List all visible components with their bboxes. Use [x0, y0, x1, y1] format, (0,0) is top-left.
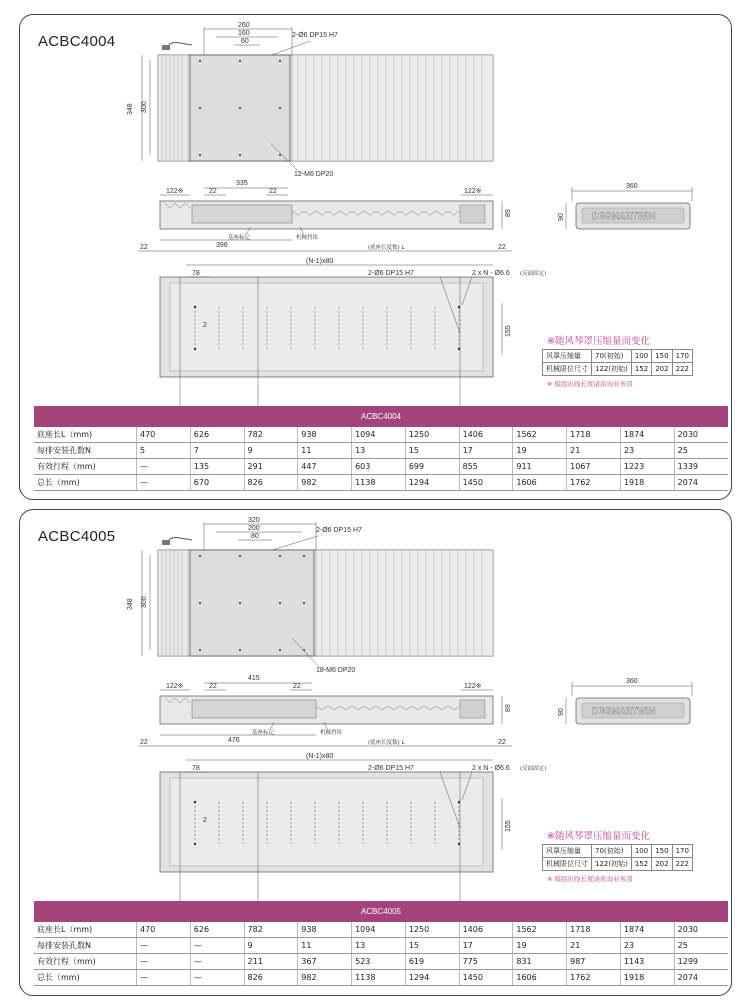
dim-end-width: 360	[626, 183, 638, 190]
table-cell: 1138	[352, 970, 406, 986]
table-cell: 1606	[513, 970, 567, 986]
brand-logo: DGSMARTWIN	[592, 211, 655, 221]
compression-cell: 70(初始)	[592, 845, 632, 858]
spec-table-title: ACBC4005	[34, 901, 728, 922]
side-view	[138, 188, 512, 251]
table-cell: 13	[352, 938, 406, 954]
top-view	[142, 522, 493, 668]
table-cell: 1250	[405, 922, 459, 938]
table-cell: —	[137, 475, 191, 491]
table-cell: 938	[298, 922, 352, 938]
dim-bottom-155: 155	[505, 820, 512, 832]
label-base-length: (底座长度数) L	[368, 245, 405, 251]
dim-side-22b: 22	[293, 683, 301, 690]
compression-cell: 风罩压缩量	[543, 350, 592, 363]
dim-edge-left: 22	[140, 739, 148, 746]
dim-carriage-width: 320	[248, 517, 260, 524]
table-cell: 5	[137, 443, 191, 459]
table-cell: 1094	[352, 922, 406, 938]
table-cell: —	[190, 970, 244, 986]
dim-side-span: 335	[236, 180, 248, 187]
dim-bottom-2: 2	[203, 322, 207, 329]
table-cell: 23	[620, 938, 674, 954]
dim-hole-span: 160	[238, 30, 250, 37]
table-cell: 1339	[674, 459, 728, 475]
brand-logo: DGSMARTWIN	[592, 706, 655, 716]
dim-height-348: 348	[127, 598, 134, 610]
cable-length-note: ※ 模组出线长度请质询业务部	[547, 875, 633, 883]
table-cell: 1450	[459, 475, 513, 491]
table-cell: 523	[352, 954, 406, 970]
model-card-acbc4005	[19, 509, 732, 996]
dim-hole-pitch: 80	[251, 533, 259, 540]
label-base-mark: 基座标记	[252, 730, 275, 736]
dim-bottom-holes-n: 2 x N - Ø6.6	[472, 270, 510, 277]
model-title: ACBC4005	[38, 528, 116, 545]
table-cell: 1762	[567, 475, 621, 491]
dim-dowel-hole: 2-Ø6 DP15 H7	[292, 32, 338, 39]
compression-cell: 70(初始)	[592, 350, 632, 363]
table-cell: —	[137, 938, 191, 954]
table-cell: —	[137, 459, 191, 475]
table-cell: 603	[352, 459, 406, 475]
table-cell: 7	[190, 443, 244, 459]
table-cell: 1143	[620, 954, 674, 970]
dim-bottom-dowel: 2-Ø6 DP15 H7	[368, 765, 414, 772]
table-cell: 987	[567, 954, 621, 970]
table-cell: 1250	[405, 427, 459, 443]
table-cell: —	[190, 954, 244, 970]
limit-cell: 152	[631, 363, 651, 376]
dim-edge-right: 22	[498, 244, 506, 251]
dim-end-height: 90	[558, 708, 565, 716]
table-cell: 1299	[674, 954, 728, 970]
spec-table-wrap	[34, 406, 728, 491]
limit-row	[543, 858, 693, 871]
table-cell: 1562	[513, 427, 567, 443]
limit-cell: 机械限位尺寸	[543, 858, 592, 871]
table-cell: 9	[244, 443, 298, 459]
dim-side-offset: 476	[228, 737, 240, 744]
table-cell: 470	[137, 922, 191, 938]
dim-hole-pitch-n: (N-1)x80	[306, 753, 334, 760]
table-cell: 1606	[513, 475, 567, 491]
note-reverse-fix: (反面固定)	[520, 271, 547, 277]
dim-hole-pitch: 60	[241, 38, 249, 45]
bellows-right	[292, 55, 493, 161]
limit-cell: 122(初始)	[592, 858, 632, 871]
limit-cell: 机械限位尺寸	[543, 363, 592, 376]
dim-side-right: 122※	[464, 188, 482, 195]
table-cell: 470	[137, 427, 191, 443]
end-view	[566, 682, 692, 724]
spec-table-title: ACBC4004	[34, 406, 728, 427]
compression-row	[543, 845, 693, 858]
dim-side-22a: 22	[209, 188, 217, 195]
table-row	[34, 443, 728, 459]
dim-side-offset: 396	[216, 242, 228, 249]
table-cell: 826	[244, 475, 298, 491]
table-cell: 21	[567, 938, 621, 954]
table-cell: 619	[405, 954, 459, 970]
table-cell: 1762	[567, 970, 621, 986]
dim-side-height: 89	[505, 209, 512, 217]
table-cell: 911	[513, 459, 567, 475]
table-cell: 782	[244, 922, 298, 938]
dim-bottom-78: 78	[192, 270, 200, 277]
table-cell: 1294	[405, 970, 459, 986]
table-row	[34, 427, 728, 443]
bellows-left	[158, 550, 188, 656]
table-cell: 2030	[674, 427, 728, 443]
table-row	[34, 475, 728, 491]
row-label: 总长（mm)	[34, 970, 137, 986]
dim-side-left: 122※	[166, 683, 184, 690]
table-cell: 831	[513, 954, 567, 970]
end-view	[566, 187, 692, 229]
dim-side-height: 89	[505, 704, 512, 712]
table-cell: 23	[620, 443, 674, 459]
table-cell: 135	[190, 459, 244, 475]
limit-cell: 122(初始)	[592, 363, 632, 376]
dim-bottom-2: 2	[203, 817, 207, 824]
limit-cell: 202	[652, 363, 672, 376]
dim-side-span: 415	[248, 675, 260, 682]
dim-bottom-holes-n: 2 x N - Ø6.6	[472, 765, 510, 772]
dim-thread-holes: 18-M6 DP20	[316, 667, 356, 674]
table-cell: 1406	[459, 427, 513, 443]
table-cell: 2074	[674, 970, 728, 986]
dim-thread-holes: 12-M6 DP20	[294, 171, 334, 178]
limit-cell: 152	[631, 858, 651, 871]
row-label: 有效行程（mm)	[34, 459, 137, 475]
table-cell: 938	[298, 427, 352, 443]
table-cell: 1918	[620, 475, 674, 491]
table-cell: 699	[405, 459, 459, 475]
table-row	[34, 459, 728, 475]
dim-height-300: 300	[141, 101, 148, 113]
dim-end-width: 360	[626, 678, 638, 685]
table-cell: 291	[244, 459, 298, 475]
table-cell: —	[137, 970, 191, 986]
table-cell: 1223	[620, 459, 674, 475]
row-label: 总长（mm)	[34, 475, 137, 491]
table-cell: 1294	[405, 475, 459, 491]
table-cell: 982	[298, 970, 352, 986]
table-cell: 19	[513, 443, 567, 459]
table-cell: 626	[190, 427, 244, 443]
label-base-mark: 基座标记	[228, 235, 251, 241]
note-reverse-fix: (反面固定)	[520, 766, 547, 772]
limit-cell: 222	[672, 858, 692, 871]
table-cell: 982	[298, 475, 352, 491]
dim-hole-span: 200	[248, 525, 260, 532]
row-label: 底座长L（mm)	[34, 427, 137, 443]
table-cell: 626	[190, 922, 244, 938]
dim-hole-pitch-n: (N-1)x80	[306, 258, 334, 265]
table-cell: 2074	[674, 475, 728, 491]
compression-note-title: ※随风琴罩压缩量而变化	[547, 831, 650, 842]
dim-side-22a: 22	[209, 683, 217, 690]
table-cell: 1918	[620, 970, 674, 986]
dim-carriage-width: 260	[238, 22, 250, 29]
dim-bottom-dowel: 2-Ø6 DP15 H7	[368, 270, 414, 277]
limit-cell: 222	[672, 363, 692, 376]
table-row	[34, 954, 728, 970]
dim-edge-right: 22	[498, 739, 506, 746]
table-cell: 1874	[620, 922, 674, 938]
table-cell: 447	[298, 459, 352, 475]
table-cell: 775	[459, 954, 513, 970]
table-cell: 2030	[674, 922, 728, 938]
table-cell: 1406	[459, 922, 513, 938]
bottom-view	[160, 265, 502, 415]
table-row	[34, 922, 728, 938]
dim-side-left: 122※	[166, 188, 184, 195]
compression-row	[543, 350, 693, 363]
dim-side-right: 122※	[464, 683, 482, 690]
table-cell: —	[190, 938, 244, 954]
top-view	[142, 27, 493, 173]
table-cell: 19	[513, 938, 567, 954]
table-cell: 367	[298, 954, 352, 970]
table-cell: 1450	[459, 970, 513, 986]
table-cell: 1138	[352, 475, 406, 491]
table-cell: 17	[459, 938, 513, 954]
spec-table-wrap	[34, 901, 728, 986]
compression-note-title: ※随风琴罩压缩量而变化	[547, 336, 650, 347]
label-mech-stop: 机械挡块	[296, 235, 319, 241]
row-label: 有效行程（mm)	[34, 954, 137, 970]
label-base-length: (底座长度数) L	[368, 740, 405, 746]
limit-row	[543, 363, 693, 376]
dim-height-300: 300	[141, 596, 148, 608]
table-cell: —	[137, 954, 191, 970]
table-cell: 15	[405, 938, 459, 954]
table-cell: 855	[459, 459, 513, 475]
label-mech-stop: 机械挡块	[320, 730, 343, 736]
dim-edge-left: 22	[140, 244, 148, 251]
side-view	[138, 683, 512, 746]
table-cell: 17	[459, 443, 513, 459]
model-card-acbc4004	[19, 14, 732, 500]
compression-table	[542, 349, 693, 376]
table-cell: 11	[298, 443, 352, 459]
table-cell: 1094	[352, 427, 406, 443]
table-cell: 670	[190, 475, 244, 491]
table-row	[34, 970, 728, 986]
table-cell: 1874	[620, 427, 674, 443]
dim-bottom-78: 78	[192, 765, 200, 772]
table-cell: 782	[244, 427, 298, 443]
bellows-right	[316, 550, 493, 656]
table-cell: 1718	[567, 427, 621, 443]
table-cell: 11	[298, 938, 352, 954]
table-cell: 13	[352, 443, 406, 459]
compression-cell: 150	[652, 845, 672, 858]
row-label: 底座长L（mm)	[34, 922, 137, 938]
dim-side-22b: 22	[269, 188, 277, 195]
compression-cell: 100	[631, 350, 651, 363]
dim-end-height: 90	[558, 213, 565, 221]
model-title: ACBC4004	[38, 33, 116, 50]
compression-cell: 150	[652, 350, 672, 363]
compression-cell: 170	[672, 350, 692, 363]
table-cell: 21	[567, 443, 621, 459]
bottom-view	[160, 760, 502, 910]
cable-length-note: ※ 模组出线长度请质询业务部	[547, 380, 633, 388]
cable-connector	[162, 538, 192, 546]
table-cell: 25	[674, 443, 728, 459]
table-cell: 1718	[567, 922, 621, 938]
dim-height-348: 348	[127, 103, 134, 115]
dim-dowel-hole: 2-Ø6 DP15 H7	[316, 527, 362, 534]
table-cell: 15	[405, 443, 459, 459]
table-row	[34, 938, 728, 954]
spec-table	[34, 427, 728, 491]
row-label: 每排安装孔数N	[34, 443, 137, 459]
compression-cell: 170	[672, 845, 692, 858]
table-cell: 1562	[513, 922, 567, 938]
compression-cell: 风罩压缩量	[543, 845, 592, 858]
spec-table	[34, 922, 728, 986]
table-cell: 826	[244, 970, 298, 986]
table-cell: 1067	[567, 459, 621, 475]
row-label: 每排安装孔数N	[34, 938, 137, 954]
compression-cell: 100	[631, 845, 651, 858]
dim-bottom-155: 155	[505, 325, 512, 337]
compression-table	[542, 844, 693, 871]
limit-cell: 202	[652, 858, 672, 871]
bellows-left	[158, 55, 188, 161]
carriage-plate	[190, 550, 314, 656]
table-cell: 25	[674, 938, 728, 954]
table-cell: 9	[244, 938, 298, 954]
table-cell: 211	[244, 954, 298, 970]
cable-connector	[162, 43, 192, 51]
